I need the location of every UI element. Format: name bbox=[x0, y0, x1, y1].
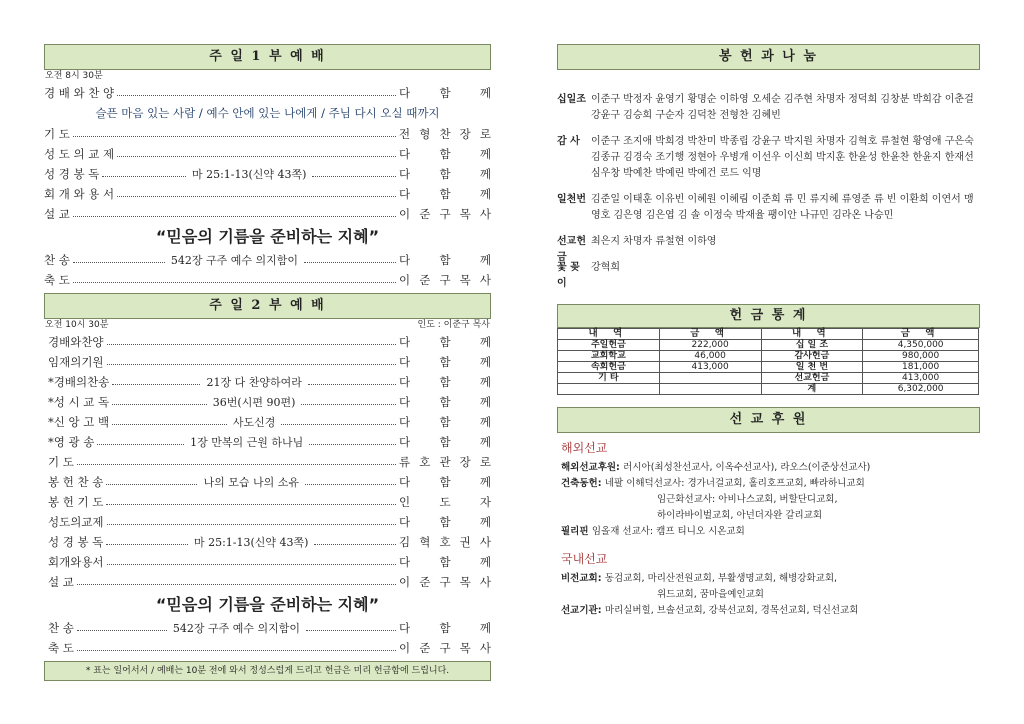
order-item-name: 경배와찬양 bbox=[48, 335, 104, 349]
service2-time: 오전 10시 30분 bbox=[45, 320, 109, 330]
order-row bbox=[48, 332, 491, 352]
service2-leader: 인도 : 이준구 목사 bbox=[417, 320, 490, 330]
leader-char: 께 bbox=[479, 395, 491, 409]
offering-group bbox=[557, 260, 980, 289]
leader-dots bbox=[73, 282, 396, 283]
order-row bbox=[48, 572, 491, 592]
order-item-name: 찬 송 bbox=[44, 253, 70, 267]
finance-header: 금 액 bbox=[659, 329, 761, 340]
order-row bbox=[44, 124, 491, 144]
leader-dots bbox=[102, 176, 186, 177]
leader-char: 다 bbox=[399, 375, 411, 389]
order-item-leader bbox=[399, 620, 491, 636]
finance-row bbox=[558, 362, 979, 373]
order-item-name: 축 도 bbox=[44, 273, 70, 287]
order-item-name: 회 개 와 용 서 bbox=[44, 187, 115, 201]
leader-char: 목 bbox=[459, 575, 471, 589]
leader-char: 이 bbox=[399, 575, 411, 589]
order-row bbox=[48, 552, 491, 572]
leader-char: 다 bbox=[399, 395, 411, 409]
order-row bbox=[48, 618, 491, 638]
finance-cell: 222,000 bbox=[659, 340, 761, 351]
leader-char: 사 bbox=[479, 207, 491, 221]
order-row bbox=[44, 164, 491, 184]
mission-title: 선 교 후 원 bbox=[557, 407, 980, 433]
leader-char: 함 bbox=[439, 515, 451, 529]
finance-cell: 일 천 번 bbox=[761, 362, 863, 373]
offering-group bbox=[557, 92, 980, 124]
leader-char: 목 bbox=[459, 207, 471, 221]
finance-cell: 6,302,000 bbox=[863, 384, 979, 395]
mission-text: 러시아(최성찬선교사, 이옥수선교사), 라오스(이준상선교사) bbox=[623, 462, 871, 473]
offering-names: 최은지 차명자 류철현 이하영 bbox=[591, 236, 717, 247]
finance-cell bbox=[659, 384, 761, 395]
leader-char: 목 bbox=[459, 273, 471, 287]
leader-char: 구 bbox=[439, 207, 451, 221]
leader-dots bbox=[117, 196, 396, 197]
mission-line bbox=[557, 587, 980, 603]
leader-char: 류 bbox=[399, 455, 411, 469]
service1-order-list bbox=[44, 83, 491, 103]
order-item-detail: 사도신경 bbox=[232, 416, 276, 429]
order-item-name: 설 교 bbox=[44, 207, 70, 221]
leader-char: 께 bbox=[479, 435, 491, 449]
leader-char: 함 bbox=[439, 355, 451, 369]
order-item-detail: 542장 구주 예수 의지함이 bbox=[170, 254, 298, 267]
leader-char: 권 bbox=[459, 535, 471, 549]
service2-title: 주 일 2 부 예 배 bbox=[44, 293, 491, 319]
leader-char: 준 bbox=[419, 207, 431, 221]
finance-cell: 181,000 bbox=[863, 362, 979, 373]
order-item-leader bbox=[399, 374, 491, 390]
leader-char: 사 bbox=[479, 535, 491, 549]
order-row bbox=[44, 250, 491, 270]
order-item-name: *성 시 교 독 bbox=[48, 395, 110, 409]
leader-char: 호 bbox=[439, 535, 451, 549]
leader-char: 다 bbox=[399, 187, 411, 201]
mission-line bbox=[557, 460, 980, 476]
order-item-detail: 542장 구주 예수 의지함이 bbox=[172, 622, 300, 635]
leader-dots bbox=[73, 262, 165, 263]
order-item-name: 성 경 봉 독 bbox=[44, 167, 100, 181]
leader-char: 다 bbox=[399, 415, 411, 429]
service1-time-line bbox=[44, 70, 491, 83]
domestic-mission-title: 국내선교 bbox=[561, 552, 608, 566]
leader-char: 께 bbox=[479, 475, 491, 489]
order-item-leader bbox=[399, 554, 491, 570]
order-item-name: *영 광 송 bbox=[48, 435, 95, 449]
leader-char: 다 bbox=[399, 253, 411, 267]
leader-char: 김 bbox=[399, 535, 411, 549]
order-row bbox=[48, 412, 491, 432]
finance-cell: 선교헌금 bbox=[761, 373, 863, 384]
leader-dots bbox=[107, 364, 396, 365]
order-row bbox=[44, 270, 491, 290]
overseas-mission-list bbox=[557, 460, 980, 540]
leader-char: 함 bbox=[439, 187, 451, 201]
order-item-detail: 36번(시편 90편) bbox=[212, 396, 296, 409]
order-item-name: 축 도 bbox=[48, 641, 74, 655]
leader-char: 이 bbox=[399, 641, 411, 655]
leader-char: 함 bbox=[439, 86, 451, 100]
leader-char: 함 bbox=[439, 555, 451, 569]
leader-char: 함 bbox=[439, 621, 451, 635]
leader-dots bbox=[77, 584, 396, 585]
finance-header: 금 액 bbox=[863, 329, 979, 340]
leader-char: 께 bbox=[479, 415, 491, 429]
leader-char: 전 bbox=[399, 127, 411, 141]
finance-cell: 주일헌금 bbox=[558, 340, 660, 351]
leader-char: 함 bbox=[439, 435, 451, 449]
leader-char: 찬 bbox=[439, 127, 451, 141]
mission-label: 해외선교후원: bbox=[561, 462, 624, 473]
leader-char: 준 bbox=[419, 641, 431, 655]
finance-cell: 413,000 bbox=[659, 362, 761, 373]
leader-char: 함 bbox=[439, 415, 451, 429]
leader-dots bbox=[112, 404, 207, 405]
service1-hymn-line: 슬픈 마음 있는 사람 / 예수 안에 있는 나에게 / 주님 다시 오실 때까지 bbox=[95, 106, 440, 120]
domestic-mission-list bbox=[557, 571, 980, 619]
leader-dots bbox=[107, 564, 396, 565]
order-item-detail: 마 25:1-13(신약 43쪽) bbox=[191, 168, 307, 181]
order-item-detail: 21장 다 찬양하여라 bbox=[206, 376, 302, 389]
order-item-name: 임재의기원 bbox=[48, 355, 104, 369]
service1-time: 오전 8시 30분 bbox=[45, 71, 103, 81]
leader-dots bbox=[112, 384, 200, 385]
order-item-name: 기 도 bbox=[44, 127, 70, 141]
finance-header: 내 역 bbox=[558, 329, 660, 340]
leader-char: 자 bbox=[479, 495, 491, 509]
mission-line bbox=[557, 476, 980, 492]
leader-dots bbox=[305, 484, 396, 485]
order-item-leader bbox=[399, 252, 491, 268]
order-item-name: 성 도 의 교 제 bbox=[44, 147, 115, 161]
order-item-leader bbox=[399, 640, 491, 656]
offering-title: 봉 헌 과 나 눔 bbox=[557, 44, 980, 70]
leader-char: 께 bbox=[479, 555, 491, 569]
worship-order-column bbox=[44, 44, 491, 681]
offering-names: 강혁희 bbox=[591, 262, 620, 273]
finance-row bbox=[558, 384, 979, 395]
order-row bbox=[44, 204, 491, 224]
finance-cell: 속회헌금 bbox=[558, 362, 660, 373]
leader-char: 인 bbox=[399, 495, 411, 509]
leader-dots bbox=[106, 544, 188, 545]
order-item-leader bbox=[399, 514, 491, 530]
order-row bbox=[48, 372, 491, 392]
mission-label: 필리핀 bbox=[561, 526, 592, 537]
mission-line bbox=[557, 603, 980, 619]
service2-sermon-theme: “믿음의 기름을 준비하는 지혜” bbox=[155, 595, 380, 614]
finance-row bbox=[558, 351, 979, 362]
order-row bbox=[48, 512, 491, 532]
order-row bbox=[48, 452, 491, 472]
mission-text: 마리실버힐, 브솔선교회, 강북선교회, 경목선교회, 덕신선교회 bbox=[604, 605, 859, 616]
order-row bbox=[48, 392, 491, 412]
order-item-name: 찬 송 bbox=[48, 621, 74, 635]
service2-time-line bbox=[44, 319, 491, 332]
leader-char: 혁 bbox=[419, 535, 431, 549]
finance-cell: 십 일 조 bbox=[761, 340, 863, 351]
order-item-leader bbox=[399, 186, 491, 202]
order-item-leader bbox=[399, 394, 491, 410]
leader-char: 함 bbox=[439, 395, 451, 409]
mission-line bbox=[557, 524, 980, 540]
leader-char: 목 bbox=[459, 641, 471, 655]
order-item-name: 설 교 bbox=[48, 575, 74, 589]
leader-dots bbox=[304, 262, 396, 263]
finance-cell: 4,350,000 bbox=[863, 340, 979, 351]
leader-char: 함 bbox=[439, 475, 451, 489]
order-item-leader bbox=[399, 206, 491, 222]
offering-label: 감 사 bbox=[557, 136, 580, 147]
mission-text: 위드교회, 꿈마을예인교회 bbox=[657, 589, 764, 600]
offering-names: 김준일 이태훈 이유빈 이혜원 이혜림 이준희 류 민 류지혜 류영준 류 빈 이환희 이연서 맹영호 김은영 김은엽 김 솔 이정숙 박재율 팽이안 나규민 김라온 나승민 bbox=[591, 194, 974, 221]
leader-char: 호 bbox=[419, 455, 431, 469]
leader-char: 다 bbox=[399, 475, 411, 489]
service1-order-list-2 bbox=[44, 124, 491, 224]
order-item-name: 성도의교제 bbox=[48, 515, 104, 529]
order-item-leader bbox=[399, 272, 491, 288]
leader-char: 께 bbox=[479, 253, 491, 267]
order-item-name: 경 배 와 찬 양 bbox=[44, 86, 115, 100]
leader-char: 께 bbox=[479, 515, 491, 529]
leader-char: 함 bbox=[439, 375, 451, 389]
offering-names: 이준구 조지애 박희경 박찬미 박종립 강윤구 박지원 차명자 김혁호 류철현 황영애 구은숙 김종규 김경숙 조기행 정현아 우병개 이선우 이신희 박지훈 한윤성 한윤찬 한윤지 한재선 심우창 박예찬 박예린 박예건 로드 익명 bbox=[591, 136, 974, 179]
order-item-name: *경배의찬송 bbox=[48, 375, 110, 389]
leader-char: 다 bbox=[399, 147, 411, 161]
finance-cell: 980,000 bbox=[863, 351, 979, 362]
order-item-name: 회개와용서 bbox=[48, 555, 104, 569]
mission-text: 임근화선교사: 아비나스교회, 버할단디교회, bbox=[657, 494, 838, 505]
leader-dots bbox=[308, 384, 396, 385]
finance-cell: 계 bbox=[761, 384, 863, 395]
mission-line bbox=[557, 492, 980, 508]
leader-dots bbox=[106, 484, 197, 485]
leader-char: 사 bbox=[479, 575, 491, 589]
leader-char: 께 bbox=[479, 187, 491, 201]
offering-label: 십일조 bbox=[557, 94, 586, 105]
finance-body bbox=[558, 340, 979, 395]
leader-char: 께 bbox=[479, 621, 491, 635]
offering-group bbox=[557, 192, 980, 224]
mission-text: 임올재 선교사: 캠프 티니오 시온교회 bbox=[591, 526, 745, 537]
finance-title: 헌 금 통 계 bbox=[557, 304, 980, 328]
leader-char: 께 bbox=[479, 86, 491, 100]
order-item-leader bbox=[399, 414, 491, 430]
leader-dots bbox=[117, 156, 396, 157]
service2-order-list-2 bbox=[44, 618, 491, 658]
finance-cell bbox=[659, 373, 761, 384]
order-item-detail: 1장 만복의 근원 하나님 bbox=[190, 436, 304, 449]
leader-char: 께 bbox=[479, 375, 491, 389]
order-item-name: 성 경 봉 독 bbox=[48, 535, 104, 549]
leader-dots bbox=[301, 404, 396, 405]
order-row bbox=[48, 492, 491, 512]
mission-label: 비전교회: bbox=[561, 573, 605, 584]
service2-order-list bbox=[44, 332, 491, 592]
offering-group bbox=[557, 234, 980, 263]
leader-char: 사 bbox=[479, 273, 491, 287]
order-row bbox=[44, 83, 491, 103]
leader-char: 로 bbox=[479, 455, 491, 469]
leader-char: 장 bbox=[459, 127, 471, 141]
service1-title: 주 일 1 부 예 배 bbox=[44, 44, 491, 70]
order-row bbox=[48, 472, 491, 492]
order-item-name: 봉 헌 찬 송 bbox=[48, 475, 104, 489]
leader-dots bbox=[106, 504, 396, 505]
order-row bbox=[48, 352, 491, 372]
leader-char: 함 bbox=[439, 335, 451, 349]
leader-dots bbox=[117, 95, 396, 96]
leader-char: 함 bbox=[439, 167, 451, 181]
order-row bbox=[48, 638, 491, 658]
leader-char: 이 bbox=[399, 273, 411, 287]
offering-names: 이준구 박정자 윤영기 황명순 이하영 오세순 김주현 차명자 정덕희 김창분 박희감 이춘걸 강윤구 김승희 구순자 김덕찬 전형찬 김혜빈 bbox=[591, 94, 974, 121]
leader-char: 준 bbox=[419, 273, 431, 287]
service1-sermon-theme: “믿음의 기름을 준비하는 지혜” bbox=[155, 227, 380, 246]
offering-list bbox=[557, 92, 980, 289]
leader-dots bbox=[73, 136, 396, 137]
mission-line bbox=[557, 571, 980, 587]
leader-char: 다 bbox=[399, 335, 411, 349]
leader-char: 다 bbox=[399, 515, 411, 529]
service1-order-list-3 bbox=[44, 250, 491, 290]
leader-dots bbox=[97, 444, 184, 445]
order-row bbox=[44, 184, 491, 204]
leader-dots bbox=[281, 424, 396, 425]
finance-cell: 413,000 bbox=[863, 373, 979, 384]
order-row bbox=[44, 144, 491, 164]
mission-text: 하이라바이벌교회, 아넌더자완 갈리교회 bbox=[657, 510, 823, 521]
leader-char: 다 bbox=[399, 621, 411, 635]
finance-header: 내 역 bbox=[761, 329, 863, 340]
leader-char: 께 bbox=[479, 335, 491, 349]
leader-char: 께 bbox=[479, 147, 491, 161]
leader-dots bbox=[107, 524, 396, 525]
mission-line bbox=[557, 508, 980, 524]
order-item-leader bbox=[399, 574, 491, 590]
leader-char: 이 bbox=[399, 207, 411, 221]
order-row bbox=[48, 432, 491, 452]
leader-char: 구 bbox=[439, 273, 451, 287]
order-row bbox=[48, 532, 491, 552]
leader-dots bbox=[77, 630, 167, 631]
leader-char: 다 bbox=[399, 167, 411, 181]
offering-label: 일천번 bbox=[557, 194, 586, 205]
order-item-leader bbox=[399, 166, 491, 182]
leader-char: 함 bbox=[439, 147, 451, 161]
leader-char: 장 bbox=[459, 455, 471, 469]
mission-text: 동검교회, 마리산전원교회, 부활생명교회, 해병강화교회, bbox=[604, 573, 838, 584]
order-item-leader bbox=[399, 146, 491, 162]
finance-table bbox=[557, 328, 979, 395]
offering-label: 꽃 꽂 이 bbox=[557, 262, 580, 289]
leader-char: 다 bbox=[399, 435, 411, 449]
order-item-leader bbox=[399, 334, 491, 350]
mission-label: 건축동헌: bbox=[561, 478, 605, 489]
order-item-name: 봉 헌 기 도 bbox=[48, 495, 104, 509]
finance-cell: 기 타 bbox=[558, 373, 660, 384]
finance-cell: 46,000 bbox=[659, 351, 761, 362]
leader-char: 도 bbox=[439, 495, 451, 509]
leader-char: 함 bbox=[439, 253, 451, 267]
leader-dots bbox=[77, 464, 396, 465]
order-item-name: *신 앙 고 백 bbox=[48, 415, 110, 429]
overseas-mission-title: 해외선교 bbox=[561, 441, 608, 455]
order-item-leader bbox=[399, 434, 491, 450]
leader-char: 구 bbox=[439, 575, 451, 589]
finance-cell: 감사헌금 bbox=[761, 351, 863, 362]
order-item-leader bbox=[399, 354, 491, 370]
order-item-leader bbox=[399, 534, 491, 550]
service2-note: * 표는 일어서서 / 예배는 10분 전에 와서 정성스럽게 드리고 헌금은 미리 헌금함에 드립니다. bbox=[44, 661, 491, 681]
leader-dots bbox=[73, 216, 396, 217]
order-item-leader bbox=[399, 85, 491, 101]
order-item-name: 기 도 bbox=[48, 455, 74, 469]
offering-mission-column bbox=[557, 44, 980, 619]
leader-char: 다 bbox=[399, 355, 411, 369]
finance-header-row bbox=[558, 329, 979, 340]
finance-cell: 교회학교 bbox=[558, 351, 660, 362]
leader-dots bbox=[312, 176, 396, 177]
leader-char: 준 bbox=[419, 575, 431, 589]
order-item-leader bbox=[399, 126, 491, 142]
leader-dots bbox=[309, 444, 396, 445]
leader-dots bbox=[107, 344, 396, 345]
leader-char: 께 bbox=[479, 355, 491, 369]
order-item-leader bbox=[399, 454, 491, 470]
order-item-detail: 마 25:1-13(신약 43쪽) bbox=[193, 536, 309, 549]
order-item-leader bbox=[399, 494, 491, 510]
order-item-leader bbox=[399, 474, 491, 490]
leader-char: 사 bbox=[479, 641, 491, 655]
offering-label: 선교헌금 bbox=[557, 236, 586, 263]
leader-char: 형 bbox=[419, 127, 431, 141]
finance-cell bbox=[558, 384, 660, 395]
finance-row bbox=[558, 373, 979, 384]
leader-dots bbox=[112, 424, 227, 425]
leader-char: 로 bbox=[479, 127, 491, 141]
leader-char: 다 bbox=[399, 86, 411, 100]
mission-label: 선교기관: bbox=[561, 605, 605, 616]
leader-char: 구 bbox=[439, 641, 451, 655]
order-item-detail: 나의 모습 나의 소유 bbox=[203, 476, 299, 489]
leader-dots bbox=[314, 544, 396, 545]
finance-row bbox=[558, 340, 979, 351]
leader-dots bbox=[306, 630, 396, 631]
mission-text: 네팔 이해덕선교사: 경가너걸교회, 홀리호프교회, 빠라하니교회 bbox=[604, 478, 865, 489]
leader-char: 께 bbox=[479, 167, 491, 181]
leader-char: 다 bbox=[399, 555, 411, 569]
leader-char: 관 bbox=[439, 455, 451, 469]
leader-dots bbox=[77, 650, 396, 651]
offering-group bbox=[557, 134, 980, 182]
